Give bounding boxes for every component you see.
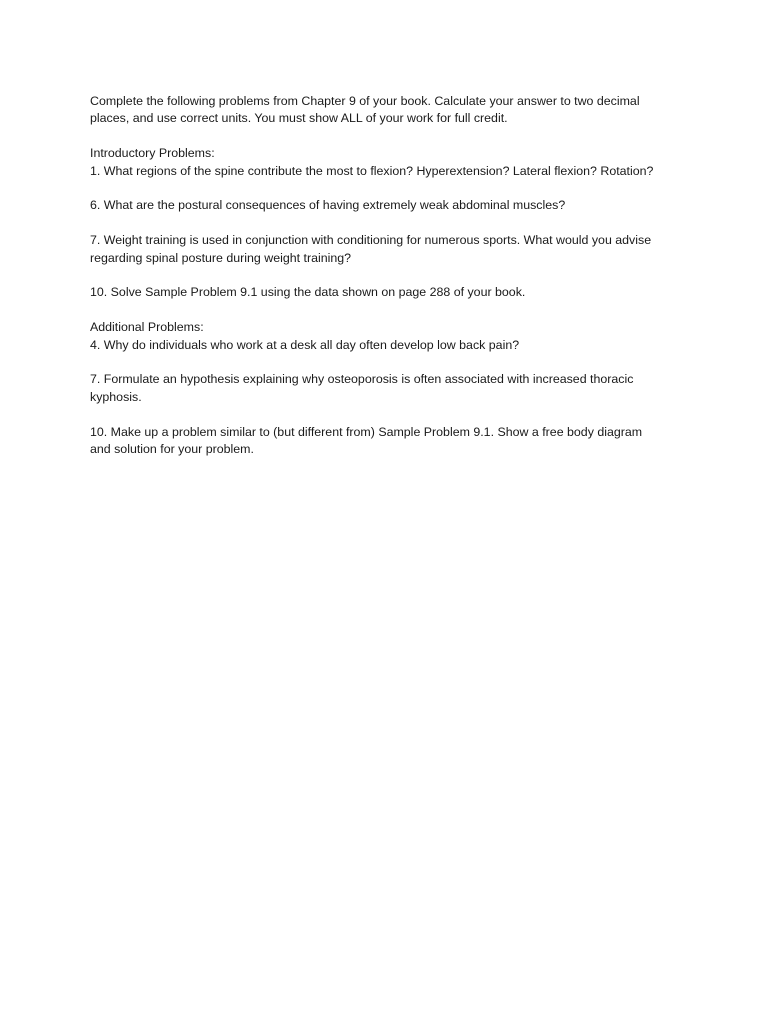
problem-line: 6. What are the postural consequences of having extremely weak abdominal muscles?	[90, 198, 566, 213]
additional-heading	[90, 319, 690, 336]
problem-line: 7. Weight training is used in conjunction with conditioning for numerous sports. What would you advise	[90, 233, 652, 248]
problem-line: kyphosis.	[90, 389, 142, 404]
section-heading: Additional Problems:	[90, 320, 204, 335]
problem-item	[90, 337, 690, 354]
problem-line: 10. Solve Sample Problem 9.1 using the data shown on page 288 of your book.	[90, 285, 526, 300]
problem-item	[90, 284, 690, 301]
introductory-heading	[90, 145, 690, 162]
problem-item	[90, 232, 690, 267]
document-body	[90, 93, 690, 476]
instructions-paragraph	[90, 93, 690, 128]
problem-line: 10. Make up a problem similar to (but different from) Sample Problem 9.1. Show a free body diagram	[90, 424, 643, 439]
instructions-line: Complete the following problems from Chapter 9 of your book. Calculate your answer to two decimal	[90, 94, 640, 108]
problem-line: 1. What regions of the spine contribute the most to flexion? Hyperextension? Lateral flexion? Rotation?	[90, 163, 654, 178]
problem-item	[90, 424, 690, 459]
problem-line: 7. Formulate an hypothesis explaining why osteoporosis is often associated with increased thoracic	[90, 372, 634, 387]
problem-item	[90, 371, 690, 406]
problem-item	[90, 163, 690, 180]
problem-item	[90, 197, 690, 214]
problem-line: regarding spinal posture during weight training?	[90, 250, 352, 265]
instructions-line: places, and use correct units. You must show ALL of your work for full credit.	[90, 111, 508, 126]
problem-line: 4. Why do individuals who work at a desk all day often develop low back pain?	[90, 337, 520, 352]
section-heading: Introductory Problems:	[90, 146, 215, 161]
problem-line: and solution for your problem.	[90, 442, 254, 457]
